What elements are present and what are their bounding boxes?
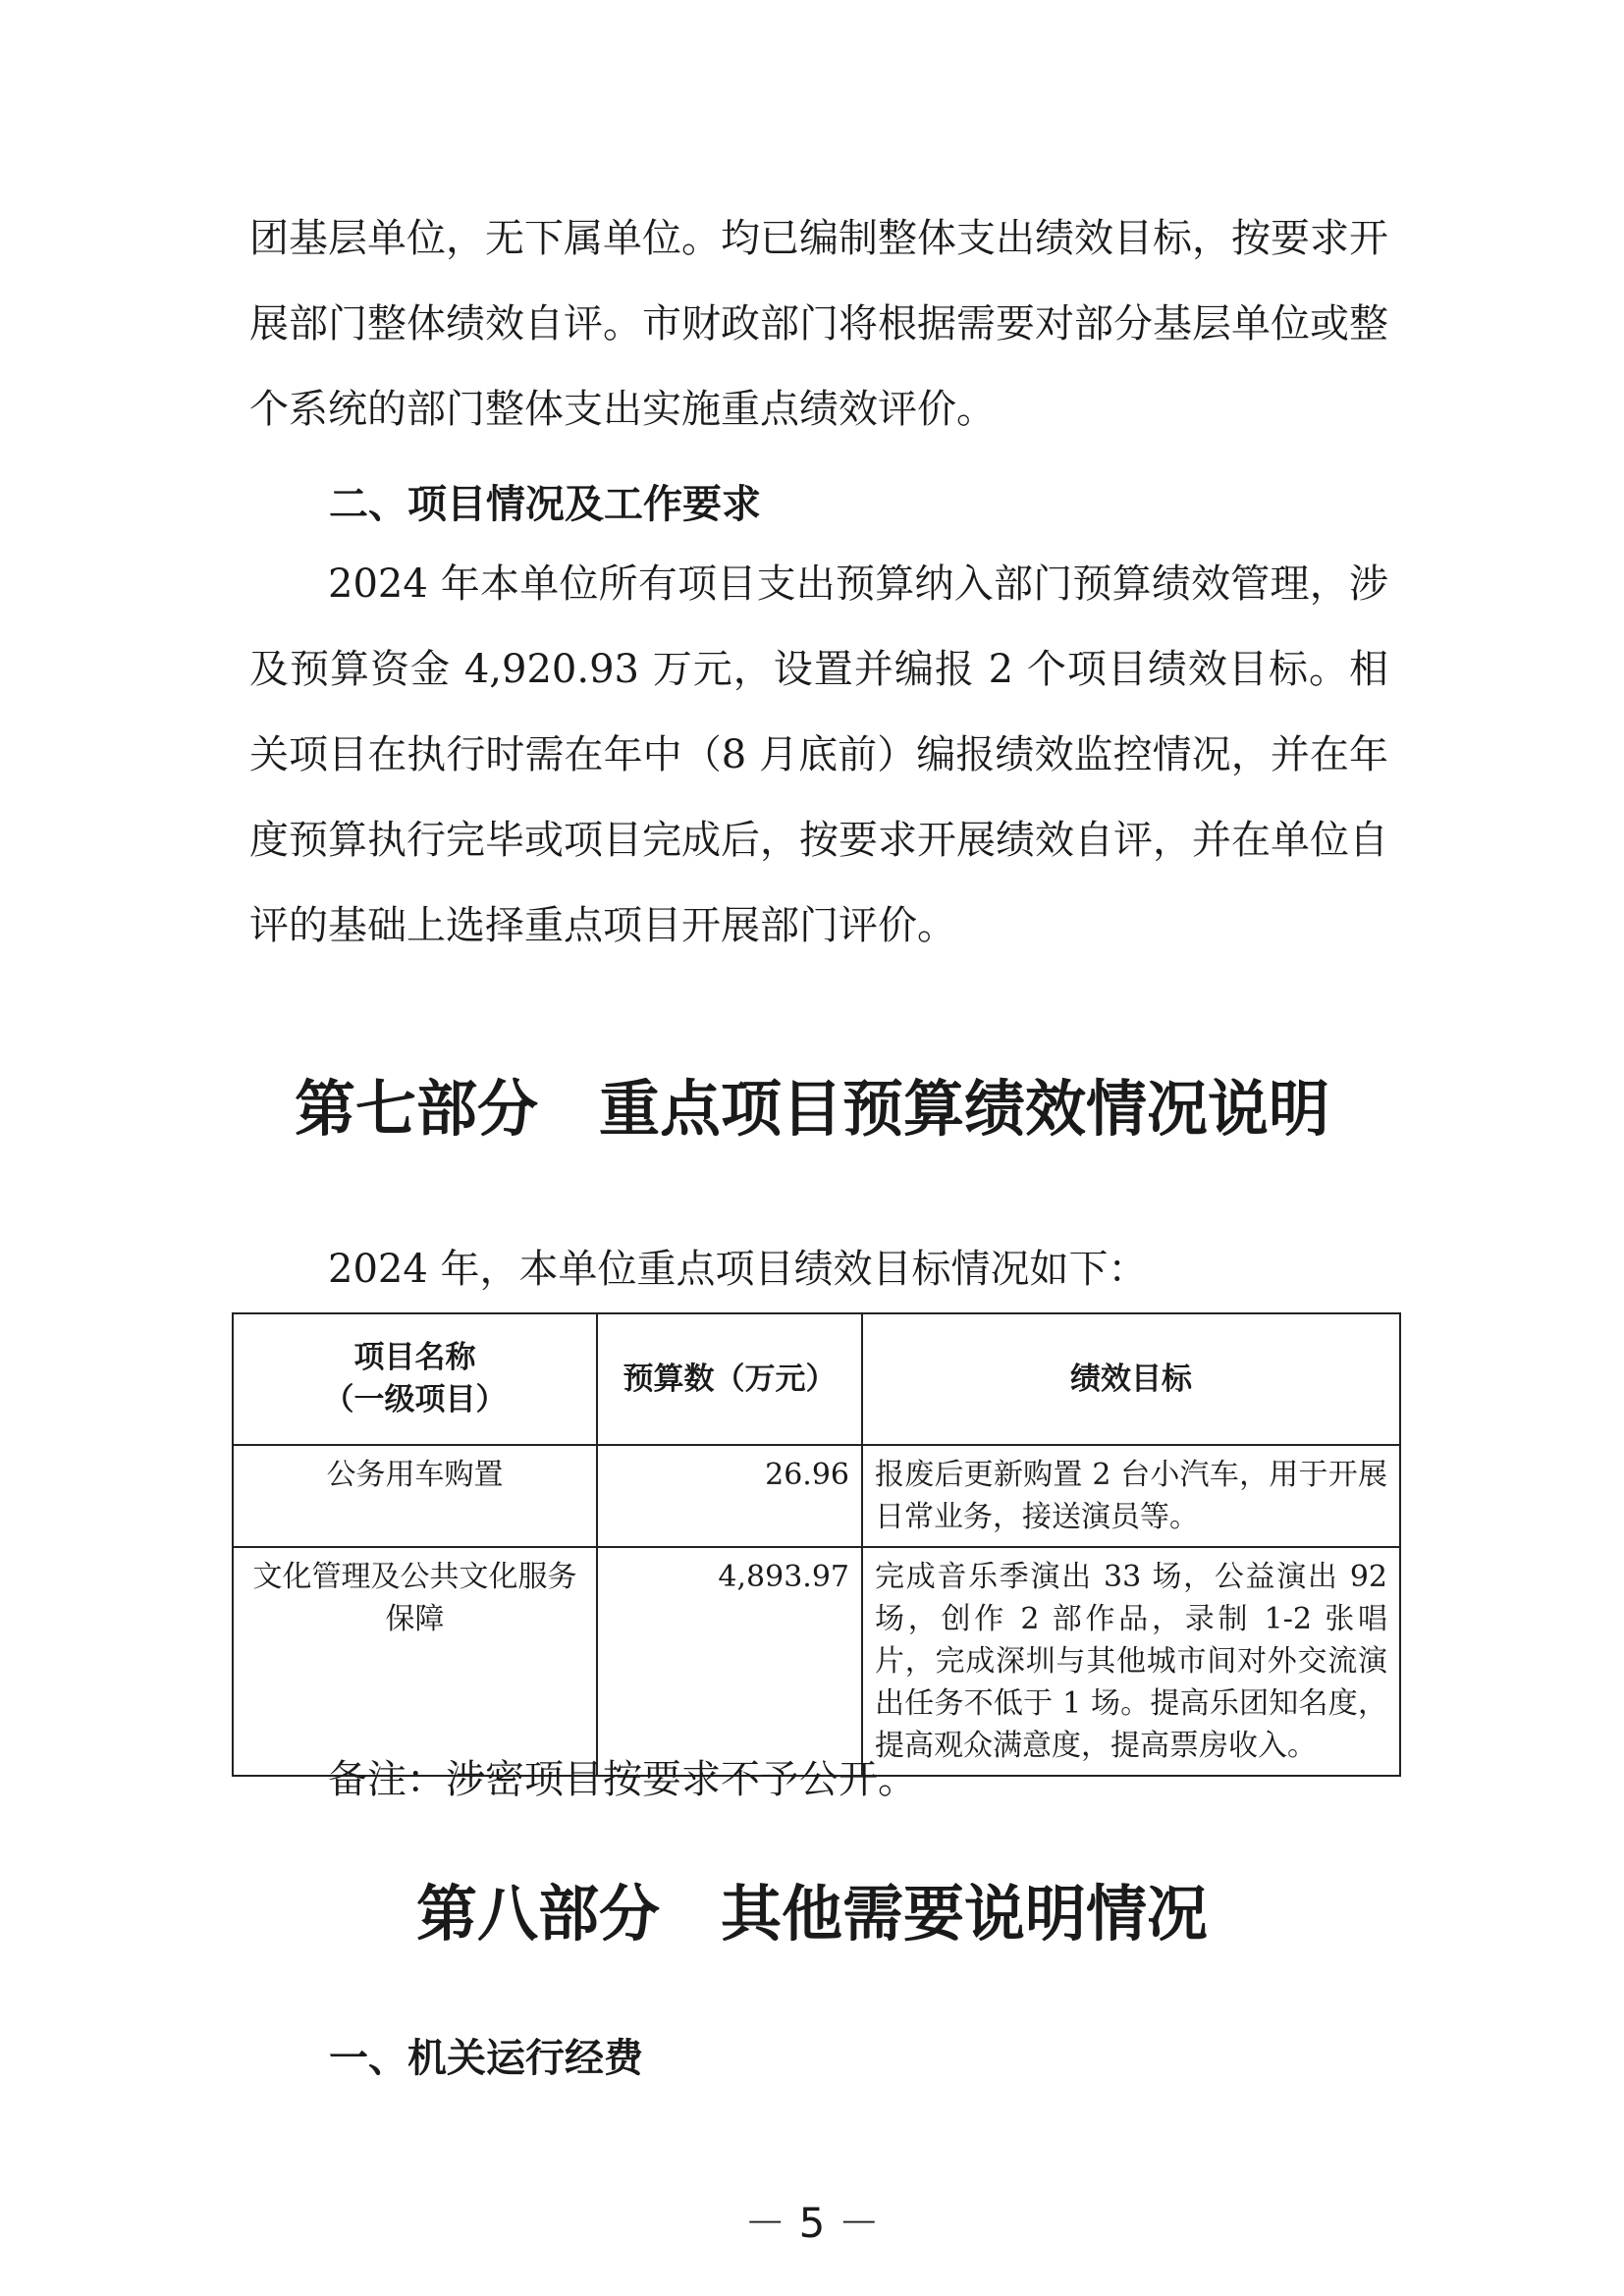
paragraph-table-intro: 2024 年，本单位重点项目绩效目标情况如下： — [328, 1247, 1148, 1292]
header-project-name — [233, 1313, 597, 1445]
header-project-name-line1: 项目名称 — [353, 1340, 476, 1375]
section-heading-project-requirements: 二、项目情况及工作要求 — [329, 482, 761, 527]
part-seven-title: 第七部分 重点项目预算绩效情况说明 — [294, 1073, 1329, 1145]
cell-project-name: 公务用车购置 — [233, 1445, 597, 1547]
part-eight-title: 第八部分 其他需要说明情况 — [415, 1878, 1208, 1949]
cell-budget: 4,893.97 — [597, 1547, 862, 1776]
page-number: － 5 － — [744, 2199, 880, 2247]
cell-goal: 完成音乐季演出 33 场，公益演出 92 场，创作 2 部作品，录制 1-2 张唱片，完成深圳与其他城市间对外交流演出任务不低于 1 场。提高乐团知名度，提高观众满意度，提高票房收入。 — [862, 1547, 1400, 1776]
cell-project-name: 文化管理及公共文化服务保障 — [233, 1547, 597, 1776]
cell-goal: 报废后更新购置 2 台小汽车，用于开展日常业务，接送演员等。 — [862, 1445, 1400, 1547]
header-goal: 绩效目标 — [862, 1313, 1400, 1445]
section-heading-operating-costs: 一、机关运行经费 — [329, 2036, 643, 2081]
table-note: 备注：涉密项目按要求不予公开。 — [328, 1757, 917, 1802]
cell-budget: 26.96 — [597, 1445, 862, 1547]
performance-table — [232, 1312, 1401, 1777]
table-header-row — [233, 1313, 1400, 1445]
header-project-name-line2: （一级项目） — [323, 1382, 507, 1417]
table-row — [233, 1445, 1400, 1547]
header-budget: 预算数（万元） — [597, 1313, 862, 1445]
paragraph-project-budget: 2024 年本单位所有项目支出预算纳入部门预算绩效管理，涉及预算资金 4,920.93 万元，设置并编报 2 个项目绩效目标。相关项目在执行时需在年中（8 月底前）编报绩效监控情况，并在年度预算执行完毕或项目完成后，按要求开展绩效自评，并在单位自评的基础上选择重点项目开展部门评价。 — [249, 561, 1388, 948]
paragraph-continued: 团基层单位，无下属单位。均已编制整体支出绩效目标，按要求开展部门整体绩效自评。市财政部门将根据需要对部分基层单位或整个系统的部门整体支出实施重点绩效评价。 — [249, 216, 1388, 432]
